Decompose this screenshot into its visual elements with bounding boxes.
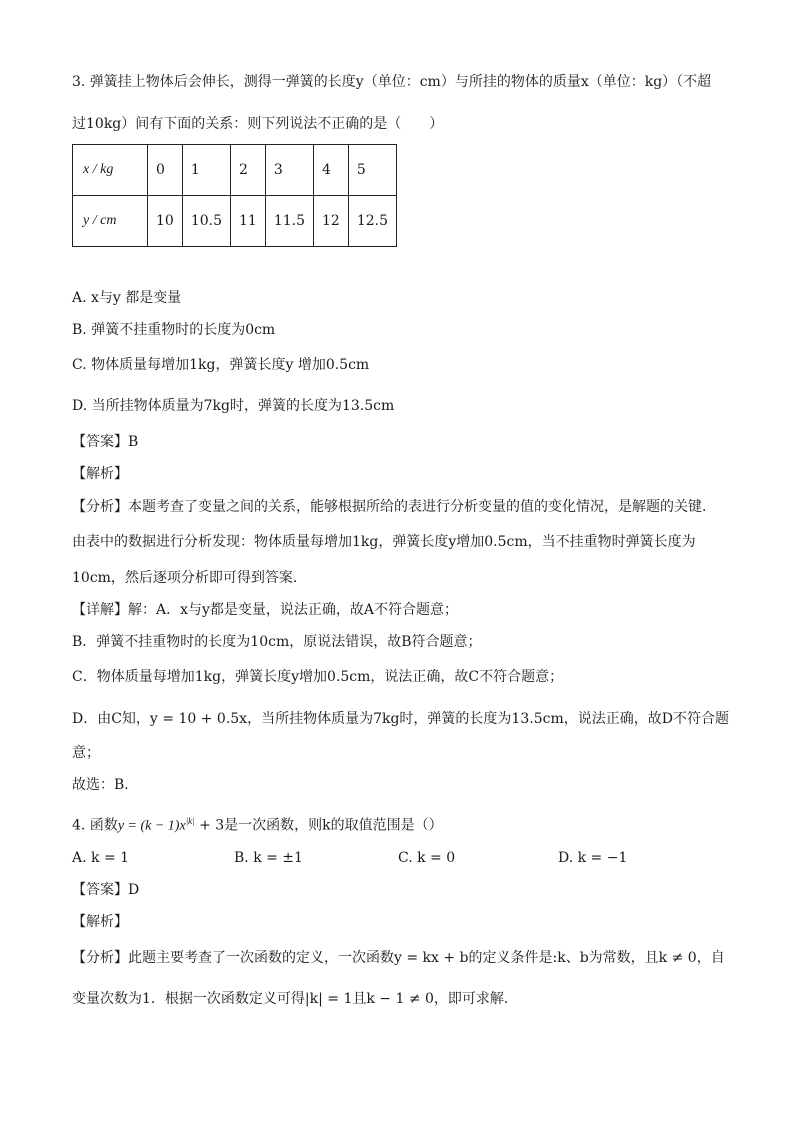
q3-stem-line-1: 3. 弹簧挂上物体后会伸长，测得一弹簧的长度y（单位：cm）与所挂的物体的质量x（单位：kg）（不超 xyxy=(72,74,712,90)
table-cell: 11 xyxy=(231,196,266,247)
q4-stem-formula: y = (k − 1)x xyxy=(117,818,186,834)
q4-option-a: A. k = 1 xyxy=(72,850,130,866)
table-header-y: y / cm xyxy=(73,196,148,247)
q4-stem-exponent: |k| xyxy=(185,816,195,826)
q3-analysis-line: D．由C知，y = 10 + 0.5x，当所挂物体质量为7kg时，弹簧的长度为13.5cm，说法正确，故D不符合题 xyxy=(72,711,729,727)
q3-option-a: A. x与y 都是变量 xyxy=(72,290,182,306)
q3-analysis-line: 意； xyxy=(72,745,100,761)
q4-stem-prefix: 4. 函数 xyxy=(72,817,118,834)
table-cell: 0 xyxy=(148,145,183,196)
q3-data-table xyxy=(72,144,397,247)
q3-analysis-line: B．弹簧不挂重物时的长度为10cm，原说法错误，故B符合题意； xyxy=(72,634,482,650)
table-cell: 12.5 xyxy=(348,196,396,247)
table-row-x xyxy=(73,145,397,196)
q3-analysis-title: 【解析】 xyxy=(72,466,128,482)
q4-stem xyxy=(72,811,443,837)
table-cell: 3 xyxy=(265,145,313,196)
table-cell: 4 xyxy=(314,145,349,196)
table-header-x: x / kg xyxy=(73,145,148,196)
q4-analysis-line: 【分析】此题主要考查了一次函数的定义，一次函数y = kx + b的定义条件是:k、b为常数，且k ≠ 0，自 xyxy=(72,950,725,966)
q3-option-c: C. 物体质量每增加1kg，弹簧长度y 增加0.5cm xyxy=(72,357,370,373)
q3-analysis-line: 由表中的数据进行分析发现：物体质量每增加1kg，弹簧长度y增加0.5cm，当不挂重物时弹簧长度为 xyxy=(72,534,696,550)
q4-stem-tail: + 3是一次函数，则k的取值范围是（） xyxy=(194,817,443,834)
q4-analysis-title: 【解析】 xyxy=(72,914,128,930)
q4-option-c: C. k = 0 xyxy=(398,850,456,866)
q3-stem-line-2: 过10kg）间有下面的关系：则下列说法不正确的是（ ） xyxy=(72,116,444,132)
table-cell: 10 xyxy=(148,196,183,247)
table-cell: 2 xyxy=(231,145,266,196)
q3-answer: 【答案】B xyxy=(72,434,139,450)
table-cell: 1 xyxy=(182,145,230,196)
q4-option-d: D. k = −1 xyxy=(558,850,628,866)
q3-analysis-line: 故选：B． xyxy=(72,777,139,793)
q3-option-b: B. 弹簧不挂重物时的长度为0cm xyxy=(72,322,276,338)
q3-analysis-line: 【详解】解：A．x与y都是变量，说法正确，故A不符合题意； xyxy=(72,602,459,618)
q3-analysis-line: 【分析】本题考查了变量之间的关系，能够根据所给的表进行分析变量的值的变化情况，是解题的关键． xyxy=(72,499,716,515)
q3-analysis-line: C．物体质量每增加1kg，弹簧长度y增加0.5cm，说法正确，故C不符合题意； xyxy=(72,669,564,685)
table-cell: 10.5 xyxy=(182,196,230,247)
table-row-y xyxy=(73,196,397,247)
q4-option-b: B. k = ±1 xyxy=(234,850,303,866)
table-cell: 5 xyxy=(348,145,396,196)
q4-answer: 【答案】D xyxy=(72,882,140,898)
table-cell: 12 xyxy=(314,196,349,247)
q4-analysis-line: 变量次数为1．根据一次函数定义可得|k| = 1且k − 1 ≠ 0，即可求解． xyxy=(72,991,518,1007)
q3-analysis-line: 10cm，然后逐项分析即可得到答案． xyxy=(72,570,307,586)
table-cell: 11.5 xyxy=(265,196,313,247)
q3-option-d: D. 当所挂物体质量为7kg时，弹簧的长度为13.5cm xyxy=(72,398,395,414)
